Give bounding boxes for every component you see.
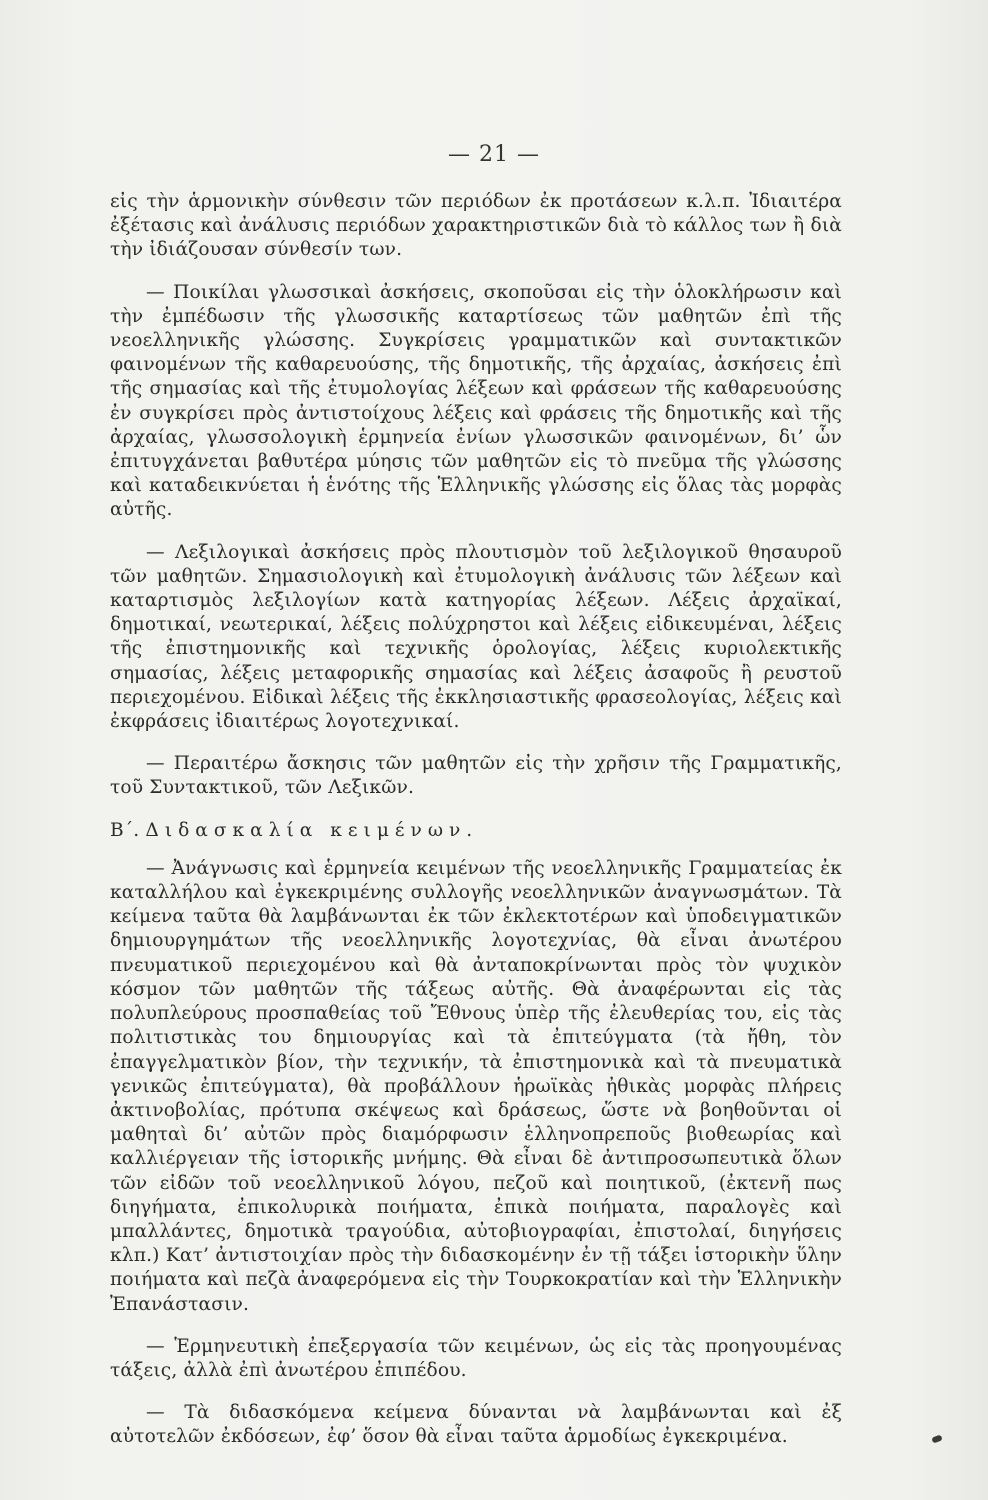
paragraph: — Ποικίλαι γλωσσικαὶ ἀσκήσεις, σκοποῦσαι εἰς τὴν ὁλοκλήρωσιν καὶ τὴν ἐμπέδωσιν τῆς γλωσσικῆς καταρτίσεως τῶν μαθητῶν ἐπὶ τῆς νεοελληνικῆς γλώσσης. Συγκρίσεις γραμματικῶν καὶ συντακτικῶν φαινομένων τῆς καθαρευούσης, τῆς δημοτικῆς, τῆς ἀρχαίας, ἀσκήσεις ἐπὶ τῆς σημασίας καὶ τῆς ἐτυμολογίας λέξεων καὶ φράσεων τῆς καθαρευούσης ἐν συγκρίσει πρὸς ἀντιστοίχους λέξεις καὶ φράσεις τῆς δημοτικῆς καὶ τῆς ἀρχαίας, γλωσσολογικὴ ἑρμηνεία ἐνίων γλωσσικῶν φαινομένων, δι’ ὧν ἐπιτυγχάνεται βαθυτέρα μύησις τῶν μαθητῶν εἰς τὸ πνεῦμα τῆς γλώσσης καὶ καταδεικνύεται ἡ ἑνότης τῆς Ἑλληνικῆς γλώσσης εἰς ὅλας τὰς μορφὰς αὐτῆς. [110,281,842,521]
paragraph: — Ἀνάγνωσις καὶ ἑρμηνεία κειμένων τῆς νεοελληνικῆς Γραμματείας ἐκ καταλλήλου καὶ ἐγκεκριμένης συλλογῆς νεοελληνικῶν ἀναγνωσμάτων. Τὰ κείμενα ταῦτα θὰ λαμβάνωνται ἐκ τῶν ἐκλεκτοτέρων καὶ ὑποδειγματικῶν δημιουργημάτων τῆς νεοελληνικῆς λογοτεχνίας, θὰ εἶναι ἀνωτέρου πνευματικοῦ περιεχομένου καὶ θὰ ἀνταποκρίνωνται πρὸς τὸν ψυχικὸν κόσμον τῶν μαθητῶν τῆς τάξεως αὐτῆς. Θὰ ἀναφέρωνται εἰς τὰς πολυπλεύρους προσπαθείας τοῦ Ἔθνους ὑπὲρ τῆς ἐλευθερίας του, εἰς τὰς πολιτιστικὰς του δημιουργίας καὶ τὰ ἐπιτεύγματα (τὰ ἤθη, τὸν ἐπαγγελματικὸν βίον, τὴν τεχνικήν, τὰ ἐπιστημονικὰ καὶ τὰ πνευματικὰ γενικῶς ἐπιτεύγματα), θὰ προβάλλουν ἡρωϊκὰς ἠθικὰς μορφὰς πλήρεις ἀκτινοβολίας, πρότυπα σκέψεως καὶ δράσεως, ὥστε νὰ βοηθοῦνται οἱ μαθηταὶ δι’ αὐτῶν πρὸς διαμόρφωσιν ἑλληνοπρεποῦς βιοθεωρίας καὶ καλλιέργειαν τῆς ἱστορικῆς μνήμης. Θὰ εἶναι δὲ ἀντιπροσωπευτικὰ ὅλων τῶν εἰδῶν τοῦ νεοελληνικοῦ λόγου, πεζοῦ καὶ ποιητικοῦ, (ἐκτενῆ πως διηγήματα, ἐπικολυρικὰ ποιήματα, ἐπικὰ ποιήματα, παραλογὲς καὶ μπαλλάντες, δημοτικὰ τραγούδια, αὐτοβιογραφίαι, ἐπιστολαί, διηγήσεις κλπ.) Κατ’ ἀντιστοιχίαν πρὸς τὴν διδασκομένην ἐν τῇ τάξει ἱστορικὴν ὕλην ποιήματα καὶ πεζὰ ἀναφερόμενα εἰς τὴν Τουρκοκρατίαν καὶ τὴν Ἑλληνικὴν Ἐπανάστασιν. [110,857,842,1315]
section-number: Β΄. [110,819,140,841]
ink-speck [931,1434,942,1443]
paragraph: — Τὰ διδασκόμενα κείμενα δύνανται νὰ λαμβάνωνται καὶ ἐξ αὐτοτελῶν ἐκδόσεων, ἐφ’ ὅσον θὰ εἶναι ταῦτα ἁρμοδίως ἐγκεκριμένα. [110,1402,842,1448]
body-text [110,190,842,1450]
paragraph: — Λεξιλογικαὶ ἀσκήσεις πρὸς πλουτισμὸν τοῦ λεξιλογικοῦ θησαυροῦ τῶν μαθητῶν. Σημασιολογικὴ καὶ ἐτυμολογικὴ ἀνάλυσις τῶν λέξεων καὶ καταρτισμὸς λεξιλογίων κατὰ κατηγορίας λέξεων. Λέξεις ἀρχαϊκαί, δημοτικαί, νεωτερικαί, λέξεις πολύχρηστοι καὶ λέξεις εἰδικευμέναι, λέξεις τῆς ἐπιστημονικῆς καὶ τεχνικῆς ὁρολογίας, λέξεις κυριολεκτικῆς σημασίας, λέξεις μεταφορικῆς σημασίας καὶ λέξεις ἀσαφοῦς ἢ ρευστοῦ περιεχομένου. Εἰδικαὶ λέξεις τῆς ἐκκλησιαστικῆς φρασεολογίας, λέξεις καὶ ἐκφράσεις ἰδιαιτέρως λογοτεχνικαί. [110,541,842,733]
section-heading [110,819,842,843]
page-number: — 21 — [448,142,540,167]
paragraph: — Ἑρμηνευτικὴ ἐπεξεργασία τῶν κειμένων, ὡς εἰς τὰς προηγουμένας τάξεις, ἀλλὰ ἐπὶ ἀνωτέρου ἐπιπέδου. [110,1335,842,1381]
section-title: Διδασκαλία κειμένων. [145,819,479,841]
paragraph: εἰς τὴν ἁρμονικὴν σύνθεσιν τῶν περιόδων ἐκ προτάσεων κ.λ.π. Ἰδιαιτέρα ἐξέτασις καὶ ἀνάλυσις περιόδων χαρακτηριστικῶν διὰ τὸ κάλλος των ἢ διὰ τὴν ἰδιάζουσαν σύνθεσίν των. [110,191,842,261]
paragraph: — Περαιτέρω ἄσκησις τῶν μαθητῶν εἰς τὴν χρῆσιν τῆς Γραμματικῆς, τοῦ Συντακτικοῦ, τῶν Λεξικῶν. [110,753,842,799]
